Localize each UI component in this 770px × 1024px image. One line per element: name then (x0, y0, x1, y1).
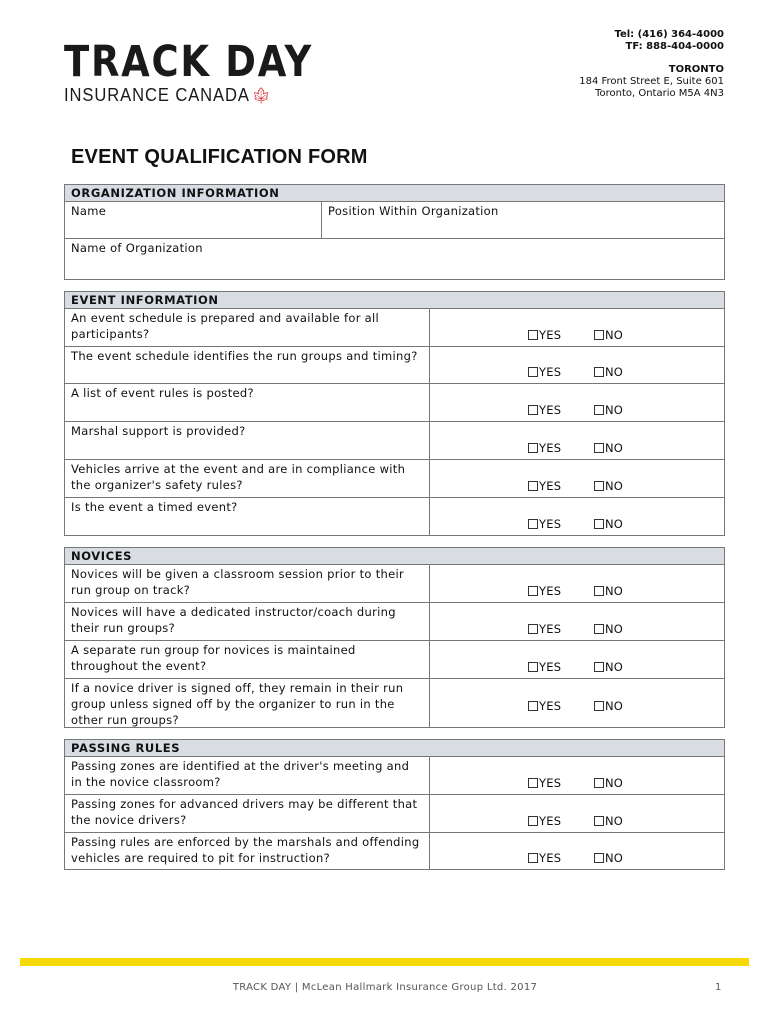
checkbox-icon[interactable] (594, 778, 604, 788)
office-city: TORONTO (668, 64, 724, 75)
answer-cell (430, 795, 724, 832)
form-title: EVENT QUALIFICATION FORM (71, 146, 368, 168)
no-option[interactable] (594, 699, 623, 713)
yes-label: YES (539, 851, 562, 865)
question-text: Vehicles arrive at the event and are in compliance with the organizer's safety rules? (65, 460, 430, 497)
name-label: Name (71, 204, 107, 218)
answer-cell (430, 603, 724, 640)
question-text: Novices will have a dedicated instructor/coach during their run groups? (65, 603, 430, 640)
checkbox-icon[interactable] (594, 816, 604, 826)
yes-option[interactable] (528, 660, 561, 674)
answer-cell (430, 347, 724, 383)
answer-cell (430, 565, 724, 602)
checkbox-icon[interactable] (528, 662, 538, 672)
yes-option[interactable] (528, 851, 561, 865)
question-row (65, 347, 724, 384)
section-heading: PASSING RULES (65, 740, 724, 757)
company-logo (64, 37, 314, 106)
no-label: NO (605, 814, 624, 828)
checkbox-icon[interactable] (594, 443, 604, 453)
checkbox-icon[interactable] (528, 405, 538, 415)
no-label: NO (605, 365, 624, 379)
organization-section (64, 184, 725, 280)
name-field[interactable] (65, 202, 322, 238)
checkbox-icon[interactable] (594, 519, 604, 529)
checkbox-icon[interactable] (594, 405, 604, 415)
question-text: Is the event a timed event? (65, 498, 430, 535)
yes-label: YES (539, 517, 562, 531)
answer-cell (430, 460, 724, 497)
name-position-row (65, 202, 724, 239)
checkbox-icon[interactable] (528, 481, 538, 491)
novices-section (64, 547, 725, 728)
section-heading: EVENT INFORMATION (65, 292, 724, 309)
no-label: NO (605, 328, 624, 342)
checkbox-icon[interactable] (528, 586, 538, 596)
question-row (65, 833, 724, 869)
logo-subtitle (64, 85, 272, 106)
section-heading: NOVICES (65, 548, 724, 565)
yes-option[interactable] (528, 441, 561, 455)
yes-label: YES (539, 584, 562, 598)
checkbox-icon[interactable] (528, 816, 538, 826)
answer-cell (430, 498, 724, 535)
yes-option[interactable] (528, 814, 561, 828)
no-option[interactable] (594, 776, 623, 790)
position-label: Position Within Organization (328, 204, 499, 218)
question-row (65, 565, 724, 603)
checkbox-icon[interactable] (528, 519, 538, 529)
yes-option[interactable] (528, 365, 561, 379)
yes-label: YES (539, 622, 562, 636)
checkbox-icon[interactable] (528, 443, 538, 453)
question-row (65, 679, 724, 727)
question-text: An event schedule is prepared and available for all participants? (65, 309, 430, 346)
no-option[interactable] (594, 441, 623, 455)
no-label: NO (605, 441, 624, 455)
no-option[interactable] (594, 584, 623, 598)
answer-cell (430, 757, 724, 794)
checkbox-icon[interactable] (528, 330, 538, 340)
toll-free-number: TF: 888-404-0000 (625, 41, 724, 52)
question-text: Marshal support is provided? (65, 422, 430, 459)
page-number: 1 (715, 982, 722, 993)
answer-cell (430, 309, 724, 346)
yes-label: YES (539, 660, 562, 674)
maple-leaf-icon: 🍁︎ (251, 88, 272, 105)
no-option[interactable] (594, 851, 623, 865)
yes-option[interactable] (528, 622, 561, 636)
no-option[interactable] (594, 479, 623, 493)
no-option[interactable] (594, 814, 623, 828)
answer-cell (430, 641, 724, 678)
event-section (64, 291, 725, 536)
no-label: NO (605, 517, 624, 531)
no-option[interactable] (594, 365, 623, 379)
no-option[interactable] (594, 660, 623, 674)
footer-bar (20, 958, 749, 966)
checkbox-icon[interactable] (528, 701, 538, 711)
checkbox-icon[interactable] (594, 853, 604, 863)
no-label: NO (605, 699, 624, 713)
no-label: NO (605, 660, 624, 674)
yes-label: YES (539, 699, 562, 713)
yes-option[interactable] (528, 479, 561, 493)
question-text: Passing zones are identified at the driver's meeting and in the novice classroom? (65, 757, 430, 794)
contact-block (579, 29, 724, 100)
question-text: Novices will be given a classroom session prior to their run group on track? (65, 565, 430, 602)
checkbox-icon[interactable] (594, 481, 604, 491)
yes-label: YES (539, 479, 562, 493)
section-heading: ORGANIZATION INFORMATION (65, 185, 724, 202)
yes-label: YES (539, 403, 562, 417)
footer-text: TRACK DAY | McLean Hallmark Insurance Group Ltd. 2017 (232, 982, 538, 993)
checkbox-icon[interactable] (594, 701, 604, 711)
question-row (65, 498, 724, 535)
question-row (65, 603, 724, 641)
question-row (65, 422, 724, 460)
question-text: Passing rules are enforced by the marshals and offending vehicles are required to pit for instruction? (65, 833, 430, 869)
question-text: The event schedule identifies the run groups and timing? (65, 347, 430, 383)
question-row (65, 641, 724, 679)
yes-option[interactable] (528, 328, 561, 342)
checkbox-icon[interactable] (528, 778, 538, 788)
question-text: A separate run group for novices is maintained throughout the event? (65, 641, 430, 678)
no-label: NO (605, 584, 624, 598)
yes-label: YES (539, 441, 562, 455)
question-text: A list of event rules is posted? (65, 384, 430, 421)
logo-wordmark: TRACK DAY (64, 37, 314, 87)
position-field[interactable] (322, 202, 724, 238)
question-row (65, 460, 724, 498)
checkbox-icon[interactable] (594, 624, 604, 634)
passing-rules-section (64, 739, 725, 870)
yes-label: YES (539, 328, 562, 342)
logo-subtitle-text: INSURANCE CANADA (64, 85, 250, 105)
checkbox-icon[interactable] (594, 662, 604, 672)
no-option[interactable] (594, 403, 623, 417)
checkbox-icon[interactable] (594, 367, 604, 377)
checkbox-icon[interactable] (528, 853, 538, 863)
yes-option[interactable] (528, 699, 561, 713)
yes-label: YES (539, 365, 562, 379)
answer-cell (430, 679, 724, 727)
no-option[interactable] (594, 328, 623, 342)
yes-option[interactable] (528, 403, 561, 417)
question-row (65, 795, 724, 833)
no-label: NO (605, 479, 624, 493)
yes-option[interactable] (528, 584, 561, 598)
answer-cell (430, 384, 724, 421)
question-text: If a novice driver is signed off, they remain in their run group unless signed off by the organizer to run in the other run groups? (65, 679, 430, 727)
city-address: Toronto, Ontario M5A 4N3 (595, 88, 724, 99)
no-label: NO (605, 776, 624, 790)
checkbox-icon[interactable] (528, 624, 538, 634)
question-row (65, 309, 724, 347)
no-label: NO (605, 622, 624, 636)
no-option[interactable] (594, 517, 623, 531)
yes-option[interactable] (528, 517, 561, 531)
organization-name-field[interactable] (65, 239, 724, 279)
question-row (65, 384, 724, 422)
organization-name-label: Name of Organization (71, 241, 203, 255)
no-label: NO (605, 403, 624, 417)
yes-option[interactable] (528, 776, 561, 790)
checkbox-icon[interactable] (594, 586, 604, 596)
answer-cell (430, 422, 724, 459)
yes-label: YES (539, 814, 562, 828)
answer-cell (430, 833, 724, 869)
no-label: NO (605, 851, 624, 865)
phone-number: Tel: (416) 364-4000 (614, 29, 724, 40)
no-option[interactable] (594, 622, 623, 636)
checkbox-icon[interactable] (594, 330, 604, 340)
yes-label: YES (539, 776, 562, 790)
question-row (65, 757, 724, 795)
street-address: 184 Front Street E, Suite 601 (579, 76, 724, 87)
question-text: Passing zones for advanced drivers may be different that the novice drivers? (65, 795, 430, 832)
checkbox-icon[interactable] (528, 367, 538, 377)
